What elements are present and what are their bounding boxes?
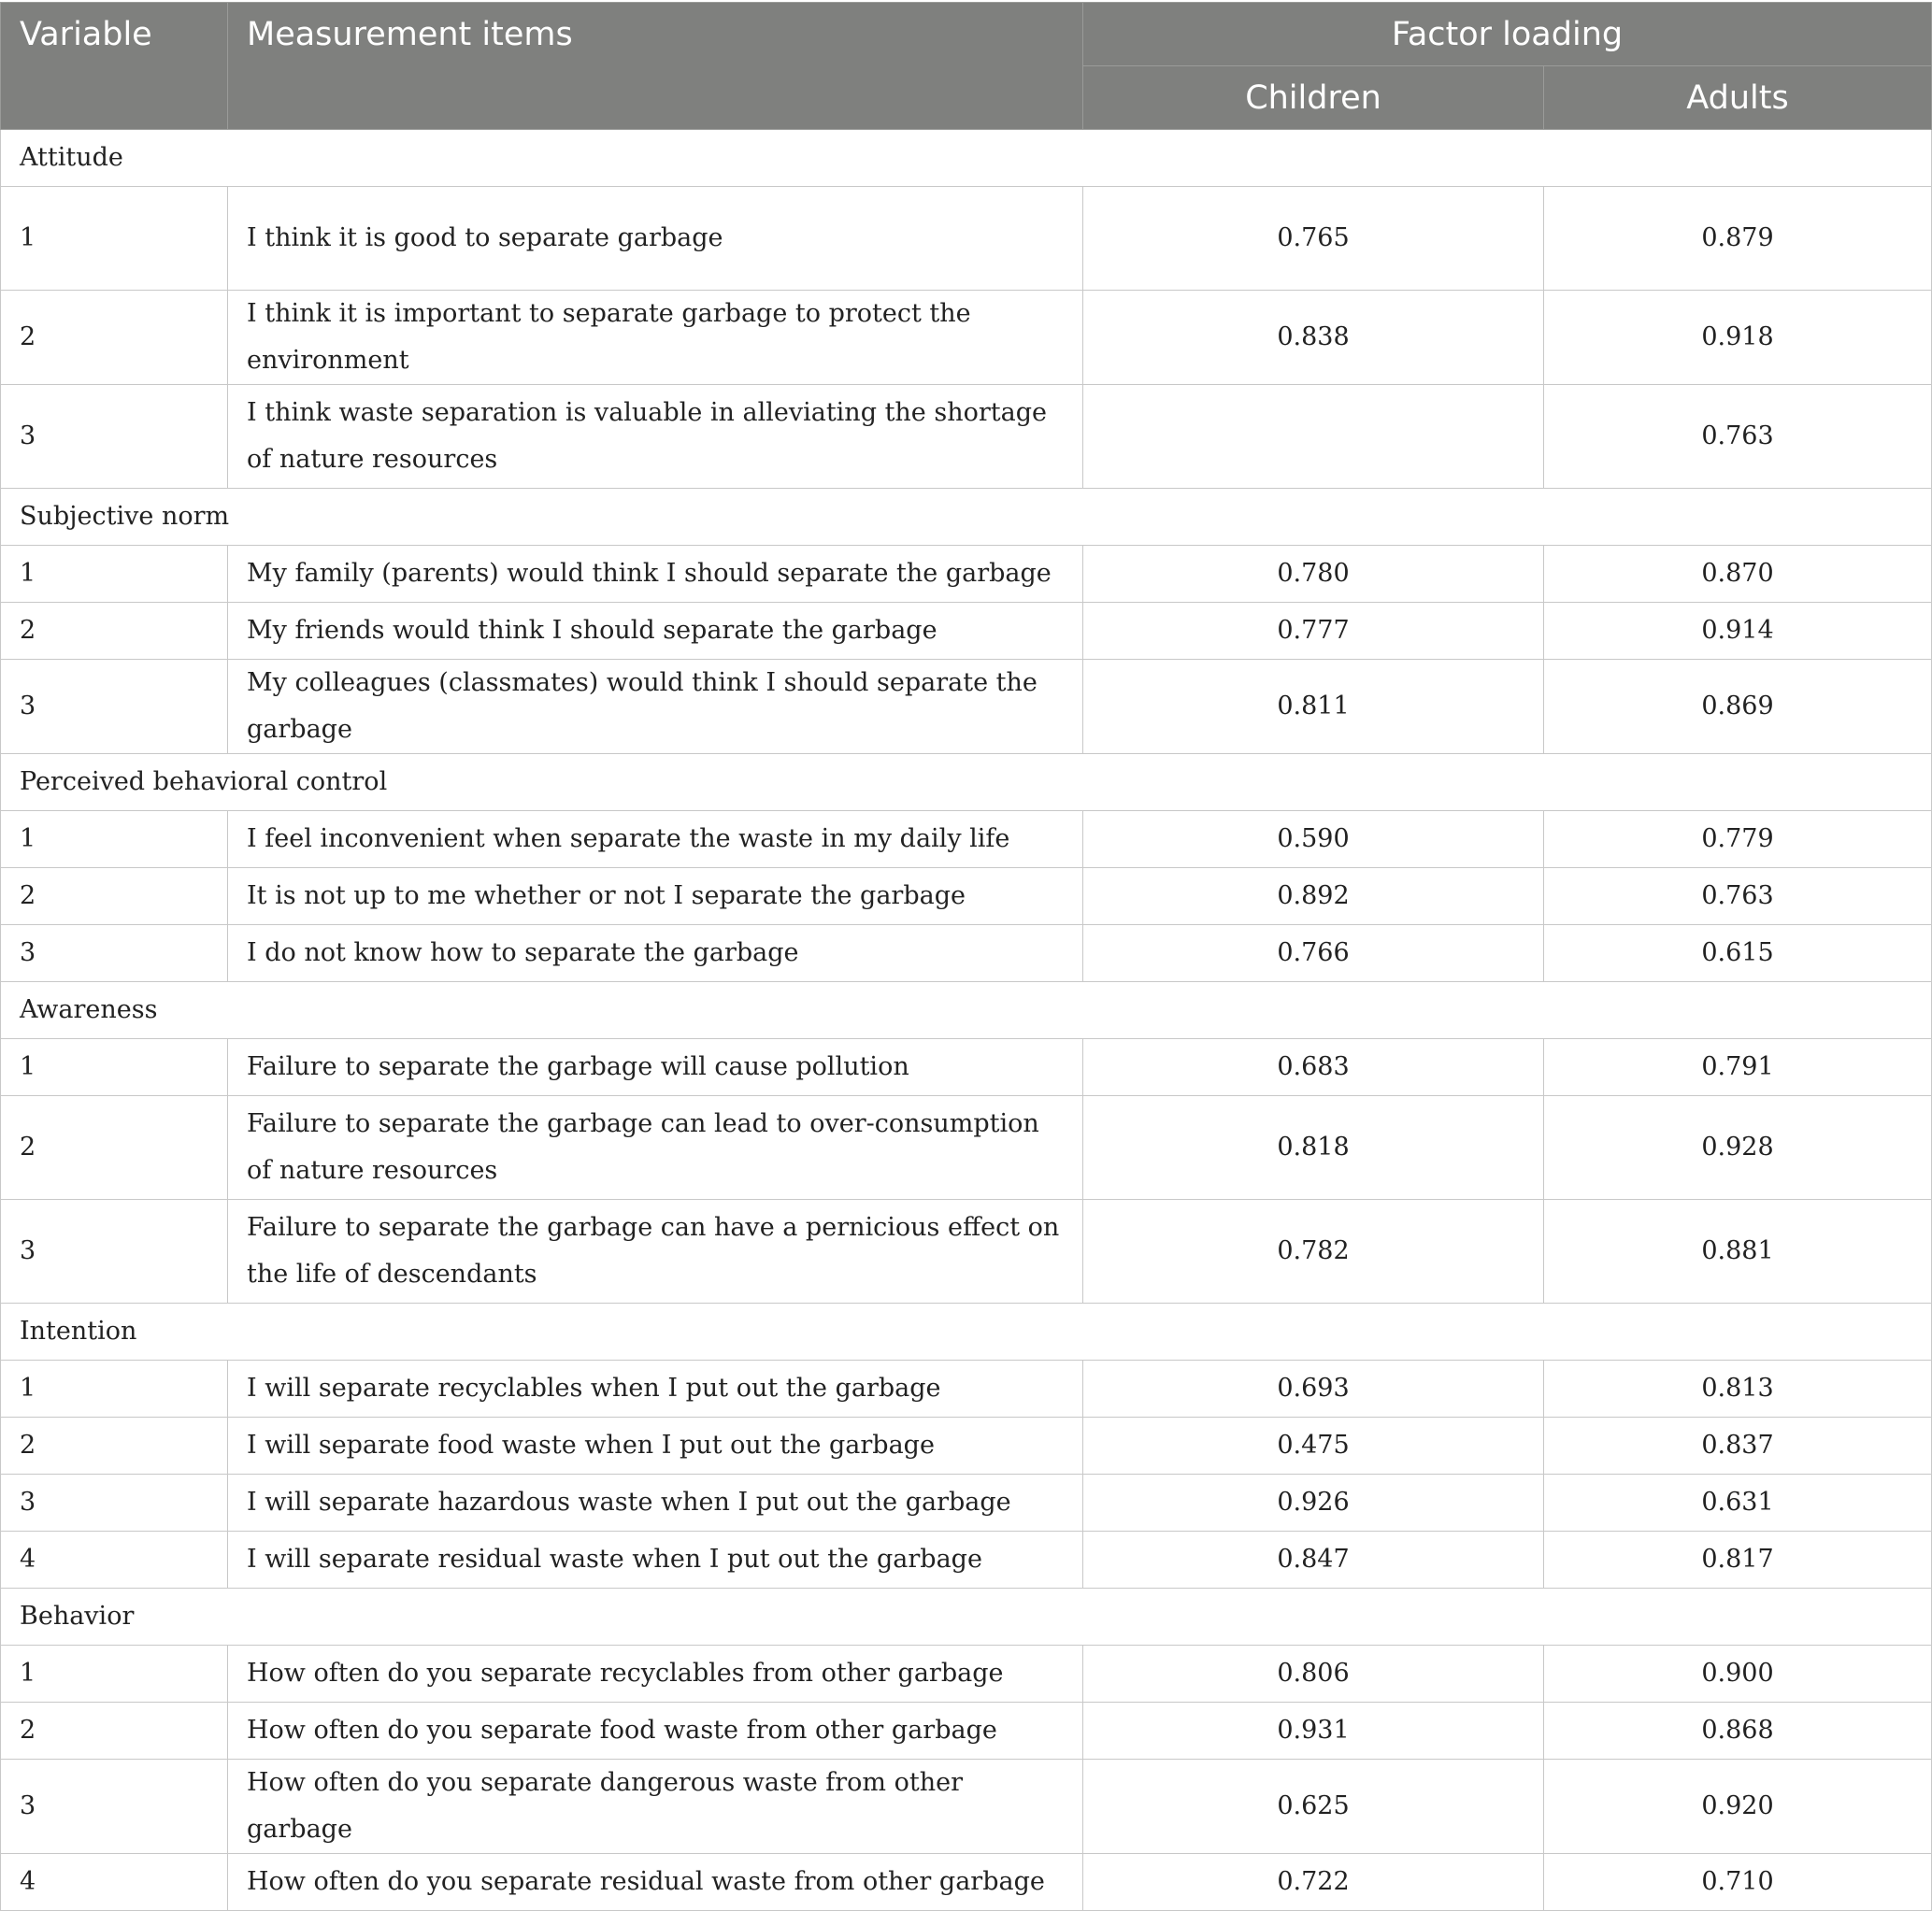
adults-loading: 0.710 xyxy=(1544,1854,1932,1911)
group-label: Subjective norm xyxy=(1,489,1932,546)
item-number: 3 xyxy=(1,660,228,754)
children-loading: 0.926 xyxy=(1083,1475,1544,1532)
item-number: 3 xyxy=(1,1760,228,1854)
table-row xyxy=(1,868,1932,925)
adults-loading: 0.813 xyxy=(1544,1361,1932,1418)
item-number: 1 xyxy=(1,811,228,868)
group-label: Perceived behavioral control xyxy=(1,754,1932,811)
table-row xyxy=(1,1475,1932,1532)
children-loading: 0.693 xyxy=(1083,1361,1544,1418)
item-number: 1 xyxy=(1,187,228,291)
group-label: Awareness xyxy=(1,982,1932,1039)
group-label: Attitude xyxy=(1,130,1932,187)
table-row xyxy=(1,660,1932,754)
adults-loading: 0.763 xyxy=(1544,385,1932,489)
header-adults: Adults xyxy=(1544,66,1932,130)
adults-loading: 0.817 xyxy=(1544,1532,1932,1589)
adults-loading: 0.870 xyxy=(1544,546,1932,603)
table-row xyxy=(1,187,1932,291)
measurement-item: Failure to separate the garbage can have a pernicious effect on the life of descendants xyxy=(228,1200,1083,1304)
adults-loading: 0.837 xyxy=(1544,1418,1932,1475)
table-row xyxy=(1,1646,1932,1703)
item-number: 3 xyxy=(1,925,228,982)
table-row xyxy=(1,385,1932,489)
table-row xyxy=(1,1854,1932,1911)
header-children: Children xyxy=(1083,66,1544,130)
item-number: 3 xyxy=(1,1200,228,1304)
item-number: 2 xyxy=(1,291,228,385)
adults-loading: 0.763 xyxy=(1544,868,1932,925)
measurement-item: I think it is important to separate garbage to protect the environment xyxy=(228,291,1083,385)
header-variable: Variable xyxy=(1,3,228,130)
adults-loading: 0.868 xyxy=(1544,1703,1932,1760)
adults-loading: 0.881 xyxy=(1544,1200,1932,1304)
table-body xyxy=(1,130,1932,1911)
table-row xyxy=(1,811,1932,868)
children-loading: 0.806 xyxy=(1083,1646,1544,1703)
children-loading: 0.683 xyxy=(1083,1039,1544,1096)
table-row xyxy=(1,1039,1932,1096)
measurement-item: Failure to separate the garbage will cause pollution xyxy=(228,1039,1083,1096)
adults-loading: 0.900 xyxy=(1544,1646,1932,1703)
adults-loading: 0.914 xyxy=(1544,603,1932,660)
group-row xyxy=(1,130,1932,187)
measurement-item: How often do you separate recyclables from other garbage xyxy=(228,1646,1083,1703)
factor-loading-table xyxy=(0,2,1932,1911)
adults-loading: 0.918 xyxy=(1544,291,1932,385)
table-row xyxy=(1,925,1932,982)
measurement-item: I feel inconvenient when separate the waste in my daily life xyxy=(228,811,1083,868)
measurement-item: I think it is good to separate garbage xyxy=(228,187,1083,291)
adults-loading: 0.631 xyxy=(1544,1475,1932,1532)
table-row xyxy=(1,546,1932,603)
table-header xyxy=(1,3,1932,130)
children-loading: 0.782 xyxy=(1083,1200,1544,1304)
children-loading: 0.838 xyxy=(1083,291,1544,385)
item-number: 2 xyxy=(1,868,228,925)
measurement-item: How often do you separate dangerous waste from other garbage xyxy=(228,1760,1083,1854)
measurement-item: I will separate recyclables when I put out the garbage xyxy=(228,1361,1083,1418)
children-loading: 0.931 xyxy=(1083,1703,1544,1760)
measurement-item: I will separate hazardous waste when I put out the garbage xyxy=(228,1475,1083,1532)
item-number: 3 xyxy=(1,385,228,489)
measurement-item: I think waste separation is valuable in alleviating the shortage of nature resources xyxy=(228,385,1083,489)
item-number: 1 xyxy=(1,1646,228,1703)
table-row xyxy=(1,1096,1932,1200)
adults-loading: 0.879 xyxy=(1544,187,1932,291)
group-row xyxy=(1,489,1932,546)
measurement-item: My friends would think I should separate the garbage xyxy=(228,603,1083,660)
table-row xyxy=(1,1200,1932,1304)
adults-loading: 0.615 xyxy=(1544,925,1932,982)
children-loading: 0.765 xyxy=(1083,187,1544,291)
adults-loading: 0.928 xyxy=(1544,1096,1932,1200)
item-number: 2 xyxy=(1,1418,228,1475)
children-loading: 0.780 xyxy=(1083,546,1544,603)
children-loading: 0.625 xyxy=(1083,1760,1544,1854)
measurement-item: It is not up to me whether or not I separate the garbage xyxy=(228,868,1083,925)
table-row xyxy=(1,1418,1932,1475)
children-loading: 0.892 xyxy=(1083,868,1544,925)
measurement-item: Failure to separate the garbage can lead to over-consumption of nature resources xyxy=(228,1096,1083,1200)
item-number: 1 xyxy=(1,1361,228,1418)
item-number: 1 xyxy=(1,1039,228,1096)
item-number: 1 xyxy=(1,546,228,603)
children-loading: 0.811 xyxy=(1083,660,1544,754)
measurement-item: How often do you separate food waste from other garbage xyxy=(228,1703,1083,1760)
header-measurement-items: Measurement items xyxy=(228,3,1083,130)
table-row xyxy=(1,1703,1932,1760)
adults-loading: 0.869 xyxy=(1544,660,1932,754)
group-row xyxy=(1,1304,1932,1361)
table-row xyxy=(1,1361,1932,1418)
group-row xyxy=(1,1589,1932,1646)
group-row xyxy=(1,754,1932,811)
children-loading xyxy=(1083,385,1544,489)
group-label: Intention xyxy=(1,1304,1932,1361)
table-row xyxy=(1,1760,1932,1854)
item-number: 3 xyxy=(1,1475,228,1532)
item-number: 4 xyxy=(1,1532,228,1589)
item-number: 4 xyxy=(1,1854,228,1911)
measurement-item: I will separate residual waste when I put out the garbage xyxy=(228,1532,1083,1589)
item-number: 2 xyxy=(1,1096,228,1200)
children-loading: 0.722 xyxy=(1083,1854,1544,1911)
measurement-item: I do not know how to separate the garbage xyxy=(228,925,1083,982)
group-row xyxy=(1,982,1932,1039)
adults-loading: 0.920 xyxy=(1544,1760,1932,1854)
measurement-item: I will separate food waste when I put out the garbage xyxy=(228,1418,1083,1475)
measurement-item: How often do you separate residual waste from other garbage xyxy=(228,1854,1083,1911)
header-factor-loading: Factor loading xyxy=(1083,3,1932,66)
children-loading: 0.818 xyxy=(1083,1096,1544,1200)
adults-loading: 0.779 xyxy=(1544,811,1932,868)
children-loading: 0.590 xyxy=(1083,811,1544,868)
table-row xyxy=(1,291,1932,385)
children-loading: 0.777 xyxy=(1083,603,1544,660)
children-loading: 0.475 xyxy=(1083,1418,1544,1475)
table-row xyxy=(1,1532,1932,1589)
item-number: 2 xyxy=(1,603,228,660)
adults-loading: 0.791 xyxy=(1544,1039,1932,1096)
table-row xyxy=(1,603,1932,660)
group-label: Behavior xyxy=(1,1589,1932,1646)
children-loading: 0.847 xyxy=(1083,1532,1544,1589)
measurement-item: My colleagues (classmates) would think I should separate the garbage xyxy=(228,660,1083,754)
item-number: 2 xyxy=(1,1703,228,1760)
measurement-item: My family (parents) would think I should separate the garbage xyxy=(228,546,1083,603)
children-loading: 0.766 xyxy=(1083,925,1544,982)
